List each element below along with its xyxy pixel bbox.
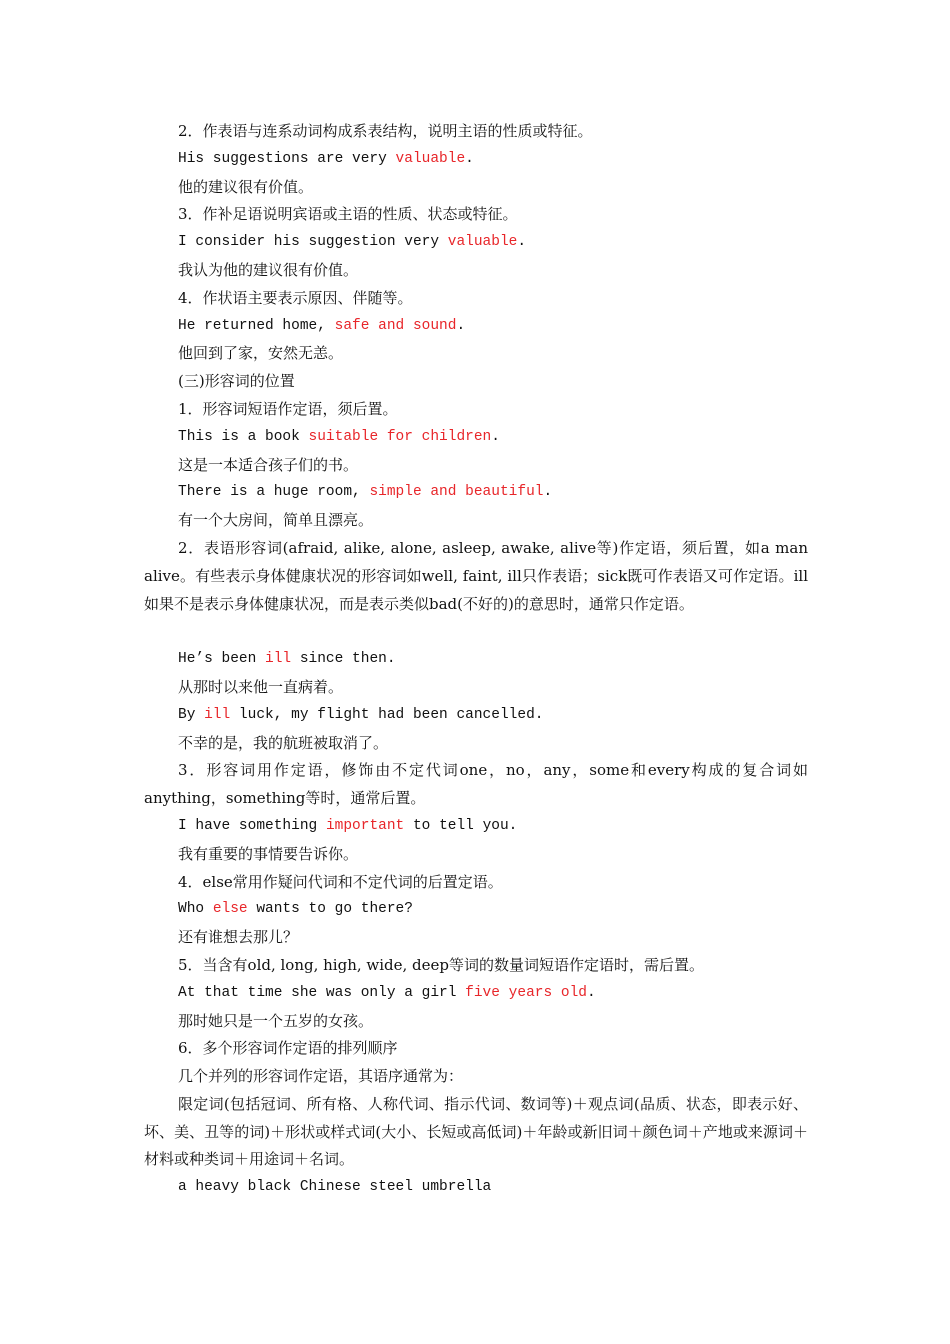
example-text: . [456, 317, 466, 334]
example-text: He returned home, [178, 317, 335, 334]
example-text: I consider his suggestion very [178, 234, 448, 251]
chinese-line: 那时她只是一个五岁的女孩。 [178, 1011, 374, 1030]
chinese-line: 几个并列的形容词作定语，其语序通常为： [178, 1067, 464, 1086]
highlighted-word: valuable [395, 150, 466, 167]
example-text: a heavy black Chinese steel umbrella [178, 1179, 492, 1196]
highlighted-word: safe and sound [334, 317, 457, 334]
english-example [144, 980, 808, 1008]
example-text: . [543, 484, 553, 501]
chinese-line: 我认为他的建议很有价值。 [178, 260, 359, 279]
highlighted-word: ill [204, 706, 231, 723]
highlighted-word: five years old [465, 984, 587, 1001]
english-example [144, 1174, 808, 1202]
example-text: . [491, 428, 500, 445]
example-text: . [517, 234, 527, 251]
chinese-line: 从那时以来他一直病着。 [178, 677, 344, 696]
example-text: I have something [178, 817, 326, 834]
example-text: luck, my flight had been cancelled. [230, 706, 544, 723]
chinese-line: 5．当含有old, long, high, wide, deep等词的数量词短语作定语时，需后置。 [178, 955, 705, 974]
chinese-line: 4．作状语主要表示原因、伴随等。 [178, 288, 413, 307]
chinese-line: 他回到了家，安然无恙。 [178, 344, 344, 363]
document-body [144, 118, 808, 1202]
example-text: . [586, 984, 596, 1001]
example-text: By [178, 706, 205, 723]
example-text: His suggestions are very [178, 150, 396, 167]
example-text: wants to go there? [247, 901, 413, 918]
chinese-line: 还有谁想去那儿？ [178, 928, 299, 947]
chinese-line: 不幸的是，我的航班被取消了。 [178, 733, 389, 752]
example-text: Who [178, 901, 213, 918]
example-text: since then. [291, 651, 396, 668]
chinese-line: 他的建议很有价值。 [178, 177, 314, 196]
highlighted-word: simple and beautiful [369, 484, 544, 501]
chinese-line: 4．else常用作疑问代词和不定代词的后置定语。 [178, 872, 503, 891]
chinese-line: 有一个大房间，简单且漂亮。 [178, 511, 374, 530]
example-text: There is a huge room, [178, 484, 370, 501]
english-example [144, 146, 808, 174]
english-example [144, 813, 808, 841]
chinese-line: (三)形容词的位置 [178, 372, 295, 391]
paragraph: 2．表语形容词(afraid, alike, alone, asleep, awake, alive等)作定语，须后置，如a man alive。有些表示身体健康状况的形容词如well, faint, ill只作表语；sick既可作表语又可作定语。ill如果不是表示身体健康状况，而是表示类似bad(不好的)的意思时，通常只作定语。 [144, 538, 808, 613]
chinese-line: 这是一本适合孩子们的书。 [178, 455, 359, 474]
paragraph: 限定词(包括冠词、所有格、人称代词、指示代词、数词等)＋观点词(品质、状态，即表示好、坏、美、丑等的词)＋形状或样式词(大小、长短或高低词)＋年龄或新旧词＋颜色词＋产地或来源词＋材料或种类词＋用途词＋名词。 [144, 1094, 808, 1169]
chinese-line: 1．形容词短语作定语，须后置。 [178, 399, 398, 418]
highlighted-word: else [212, 901, 248, 918]
english-example [144, 313, 808, 341]
highlighted-word: suitable for children [308, 428, 492, 445]
highlighted-word: important [325, 817, 405, 834]
chinese-line: 2．作表语与连系动词构成系表结构，说明主语的性质或特征。 [178, 122, 593, 140]
english-example [144, 896, 808, 924]
example-text: . [465, 150, 474, 167]
chinese-line: 6．多个形容词作定语的排列顺序 [178, 1039, 398, 1058]
english-example [144, 479, 808, 507]
example-text: to tell you. [404, 817, 518, 834]
highlighted-word: valuable [447, 234, 518, 251]
example-text: This is a book [178, 428, 309, 445]
chinese-line: 我有重要的事情要告诉你。 [178, 844, 359, 863]
english-example [144, 424, 808, 452]
example-text: At that time she was only a girl [178, 984, 466, 1001]
english-example [144, 646, 808, 674]
english-example [144, 702, 808, 730]
example-text: He’s been [178, 651, 266, 668]
chinese-line: 3．作补足语说明宾语或主语的性质、状态或特征。 [178, 205, 518, 224]
highlighted-word: ill [265, 651, 292, 668]
english-example [144, 229, 808, 257]
paragraph: 3．形容词用作定语，修饰由不定代词one，no，any，some和every构成的复合词如anything，something等时，通常后置。 [144, 761, 808, 808]
